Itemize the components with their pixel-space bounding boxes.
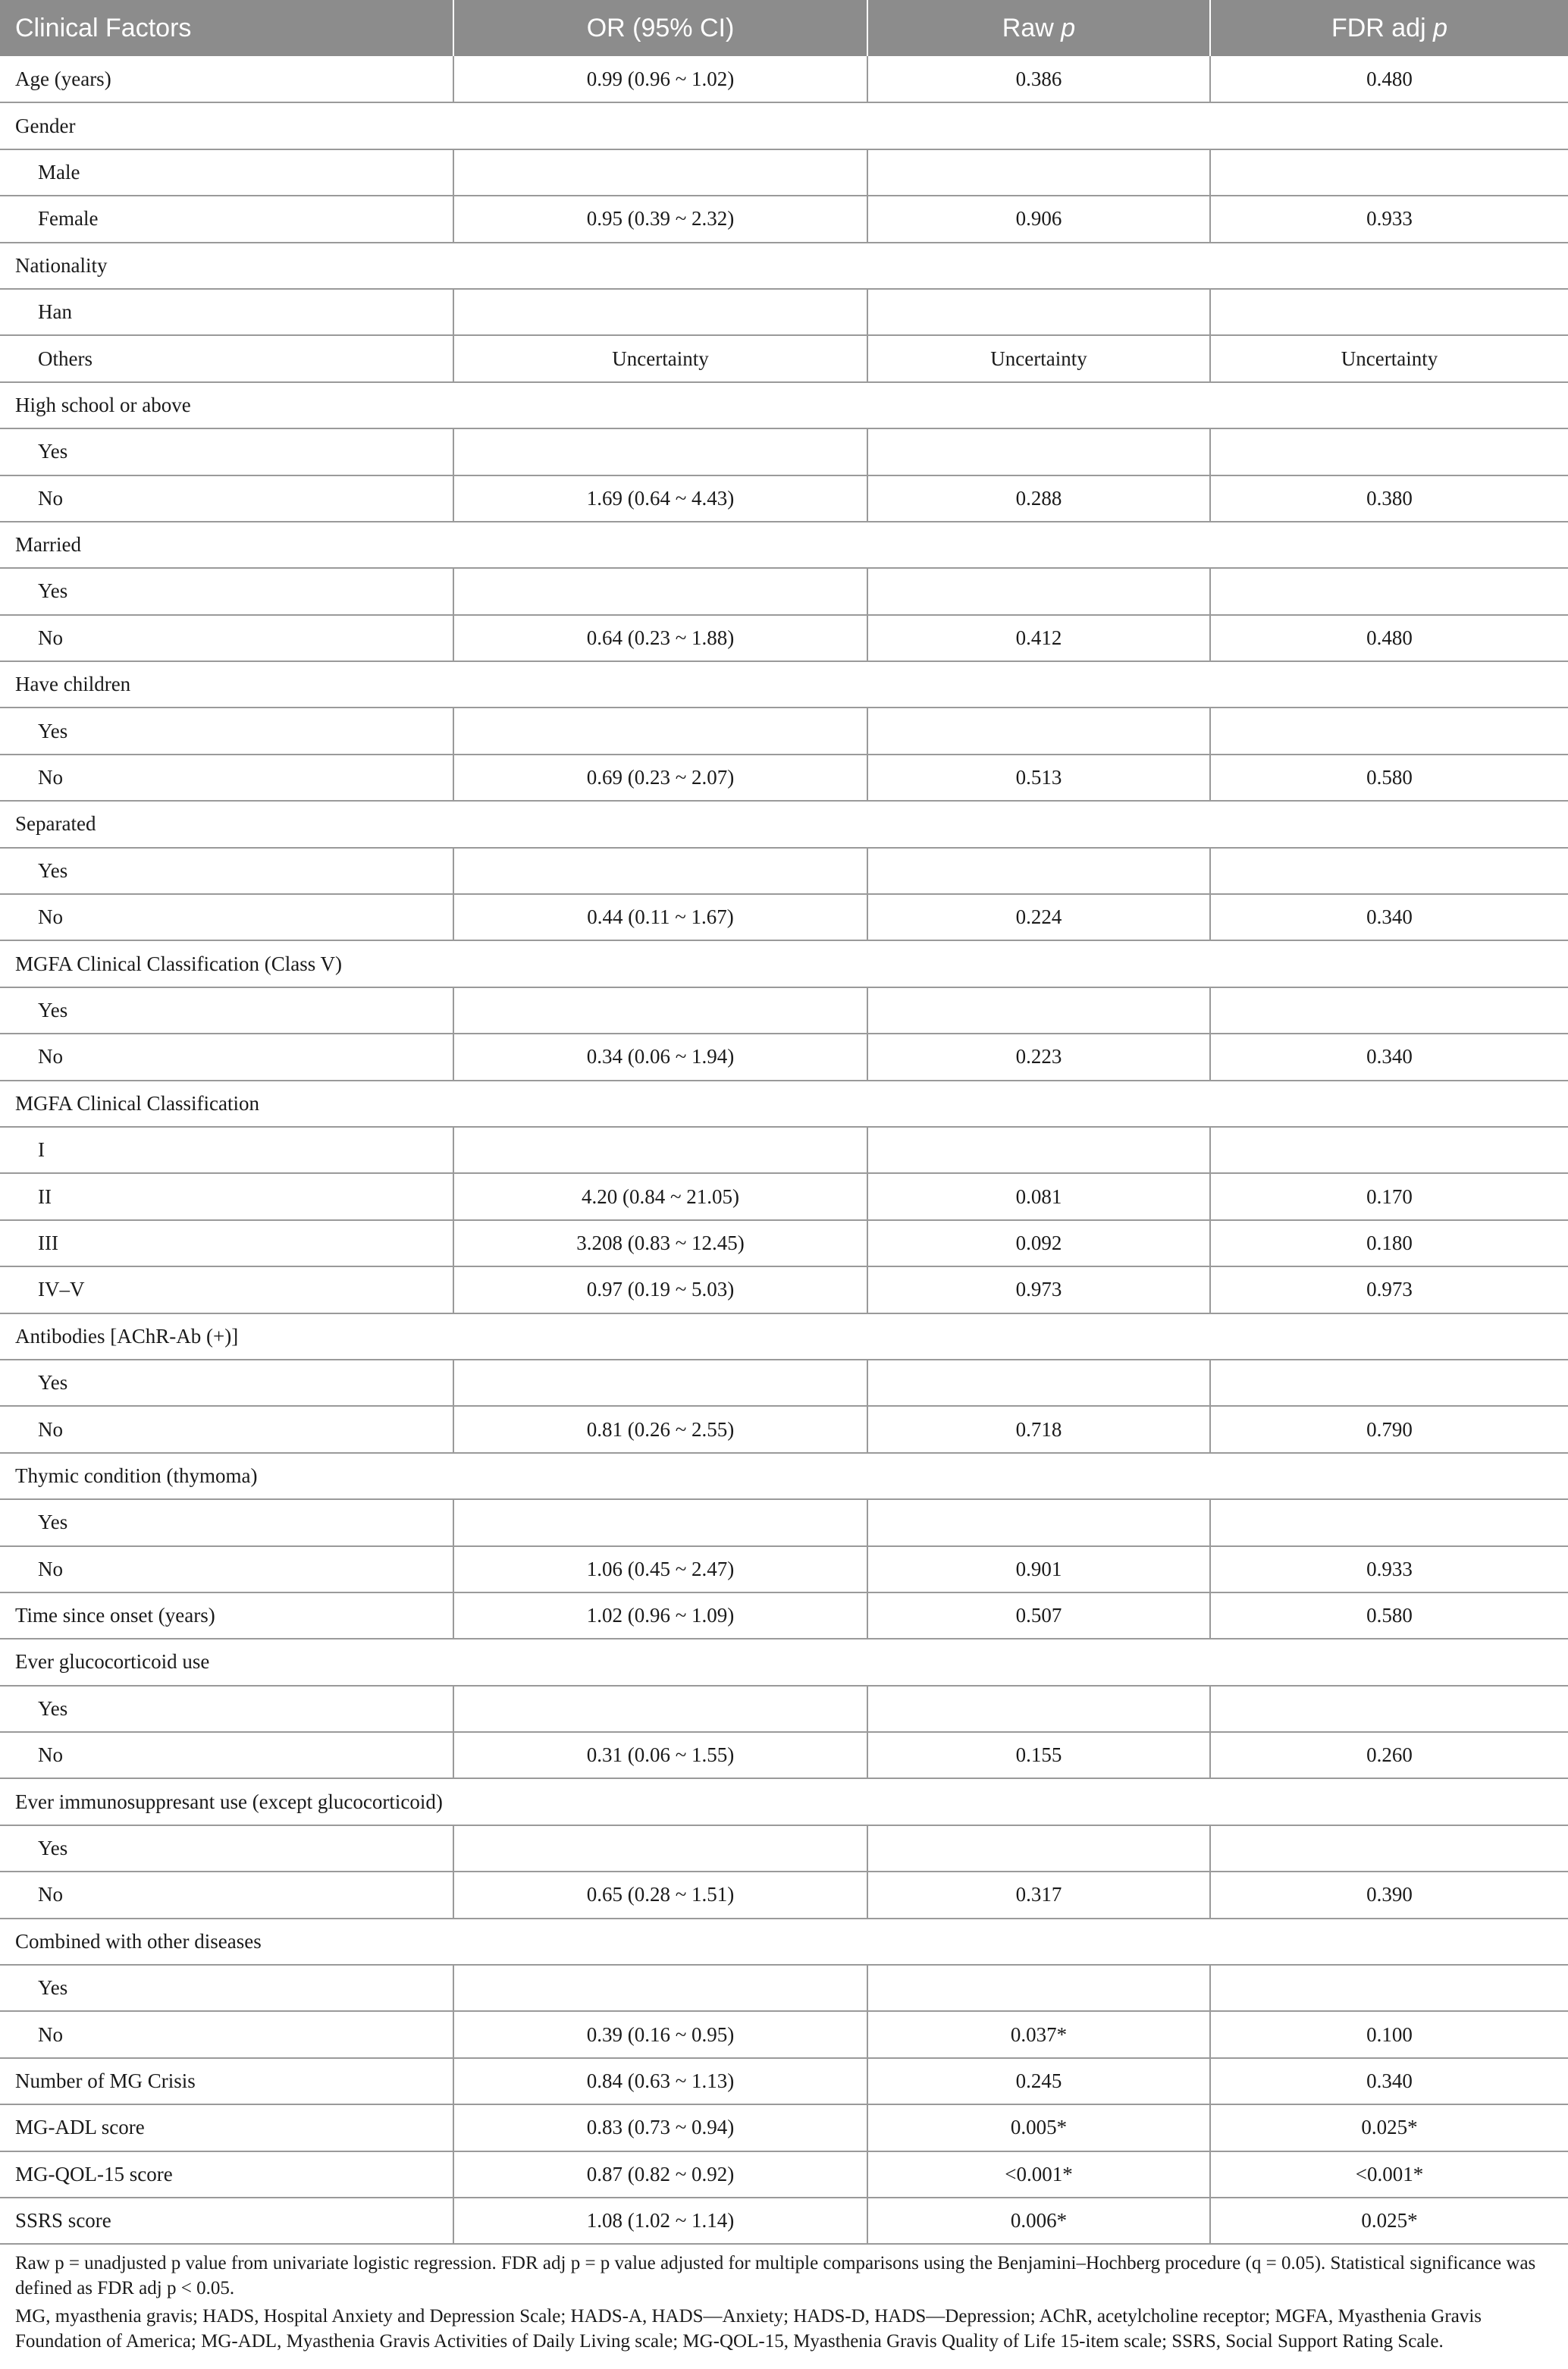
row-label: MG-ADL score xyxy=(0,2104,453,2151)
row-raw-p: 0.718 xyxy=(867,1406,1210,1452)
row-or-ci xyxy=(453,568,867,614)
table-row xyxy=(0,2104,1568,2151)
row-fdr-adj-p: 0.390 xyxy=(1210,1872,1568,1918)
row-label: MG-QOL-15 score xyxy=(0,2151,453,2198)
row-or-ci: 0.97 (0.19 ~ 5.03) xyxy=(453,1266,867,1313)
table-row xyxy=(0,2058,1568,2104)
row-or-ci xyxy=(453,1965,867,2011)
table-row xyxy=(0,1453,1568,1499)
row-label: Female xyxy=(0,196,453,242)
row-label: Yes xyxy=(0,1686,453,1732)
row-raw-p: 0.386 xyxy=(867,56,1210,102)
row-label: III xyxy=(0,1220,453,1266)
table-row xyxy=(0,1639,1568,1685)
row-label: Number of MG Crisis xyxy=(0,2058,453,2104)
row-fdr-adj-p: 0.340 xyxy=(1210,2058,1568,2104)
table-header-row xyxy=(0,0,1568,56)
table-row xyxy=(0,1872,1568,1918)
row-label: Nationality xyxy=(0,243,1568,289)
table-row xyxy=(0,1965,1568,2011)
table-row xyxy=(0,149,1568,196)
table-row xyxy=(0,708,1568,754)
row-label: Age (years) xyxy=(0,56,453,102)
row-raw-p xyxy=(867,149,1210,196)
row-or-ci xyxy=(453,1360,867,1406)
row-label: II xyxy=(0,1173,453,1219)
table-row xyxy=(0,894,1568,940)
table-row xyxy=(0,382,1568,428)
table-row xyxy=(0,1127,1568,1173)
row-label: Antibodies [AChR-Ab (+)] xyxy=(0,1313,1568,1360)
header-or-ci: OR (95% CI) xyxy=(453,0,867,56)
row-fdr-adj-p xyxy=(1210,289,1568,335)
row-fdr-adj-p: 0.380 xyxy=(1210,475,1568,522)
row-raw-p: 0.288 xyxy=(867,475,1210,522)
header-fdr-adj-p xyxy=(1210,0,1568,56)
row-raw-p: 0.005* xyxy=(867,2104,1210,2151)
table-row xyxy=(0,661,1568,708)
row-or-ci xyxy=(453,1499,867,1545)
row-label: MGFA Clinical Classification xyxy=(0,1081,1568,1127)
row-raw-p: 0.081 xyxy=(867,1173,1210,1219)
row-label: Time since onset (years) xyxy=(0,1592,453,1639)
row-raw-p xyxy=(867,568,1210,614)
row-label: Gender xyxy=(0,102,1568,149)
row-fdr-adj-p: 0.025* xyxy=(1210,2198,1568,2244)
row-fdr-adj-p xyxy=(1210,1965,1568,2011)
row-or-ci xyxy=(453,1127,867,1173)
header-fdr-adj-p-label: FDR adj xyxy=(1331,13,1426,42)
row-fdr-adj-p: 0.170 xyxy=(1210,1173,1568,1219)
table-row xyxy=(0,568,1568,614)
row-label: Have children xyxy=(0,661,1568,708)
row-raw-p: Uncertainty xyxy=(867,335,1210,381)
row-raw-p: 0.513 xyxy=(867,755,1210,801)
table-row xyxy=(0,1592,1568,1639)
table-row xyxy=(0,987,1568,1034)
row-label: Others xyxy=(0,335,453,381)
row-label: MGFA Clinical Classification (Class V) xyxy=(0,940,1568,987)
row-label: No xyxy=(0,755,453,801)
row-fdr-adj-p: 0.260 xyxy=(1210,1732,1568,1778)
row-fdr-adj-p: 0.933 xyxy=(1210,1546,1568,1592)
row-label: Thymic condition (thymoma) xyxy=(0,1453,1568,1499)
row-raw-p: 0.317 xyxy=(867,1872,1210,1918)
row-fdr-adj-p: 0.580 xyxy=(1210,1592,1568,1639)
row-raw-p xyxy=(867,1686,1210,1732)
row-raw-p xyxy=(867,289,1210,335)
table-row xyxy=(0,196,1568,242)
row-label: SSRS score xyxy=(0,2198,453,2244)
row-label: Yes xyxy=(0,1965,453,2011)
table-row xyxy=(0,1313,1568,1360)
row-or-ci: 4.20 (0.84 ~ 21.05) xyxy=(453,1173,867,1219)
table-row xyxy=(0,475,1568,522)
row-label: Married xyxy=(0,522,1568,568)
row-label: Yes xyxy=(0,1825,453,1872)
row-raw-p: <0.001* xyxy=(867,2151,1210,2198)
table-row xyxy=(0,2011,1568,2057)
row-raw-p xyxy=(867,1825,1210,1872)
row-label: Yes xyxy=(0,708,453,754)
table-row xyxy=(0,2151,1568,2198)
row-or-ci: 0.64 (0.23 ~ 1.88) xyxy=(453,615,867,661)
row-raw-p: 0.223 xyxy=(867,1034,1210,1080)
row-or-ci: 1.08 (1.02 ~ 1.14) xyxy=(453,2198,867,2244)
table-row xyxy=(0,428,1568,475)
row-raw-p xyxy=(867,1127,1210,1173)
row-or-ci: 0.44 (0.11 ~ 1.67) xyxy=(453,894,867,940)
row-raw-p xyxy=(867,1965,1210,2011)
row-fdr-adj-p xyxy=(1210,428,1568,475)
table-row xyxy=(0,56,1568,102)
row-label: No xyxy=(0,1732,453,1778)
row-or-ci: Uncertainty xyxy=(453,335,867,381)
row-or-ci: 0.81 (0.26 ~ 2.55) xyxy=(453,1406,867,1452)
row-fdr-adj-p xyxy=(1210,848,1568,894)
row-or-ci: 0.69 (0.23 ~ 2.07) xyxy=(453,755,867,801)
row-fdr-adj-p xyxy=(1210,987,1568,1034)
table-row xyxy=(0,243,1568,289)
table-row xyxy=(0,1546,1568,1592)
table-row xyxy=(0,1406,1568,1452)
row-label: Yes xyxy=(0,1360,453,1406)
row-raw-p: 0.155 xyxy=(867,1732,1210,1778)
row-or-ci: 0.31 (0.06 ~ 1.55) xyxy=(453,1732,867,1778)
table-row xyxy=(0,1034,1568,1080)
row-fdr-adj-p xyxy=(1210,1686,1568,1732)
row-raw-p: 0.037* xyxy=(867,2011,1210,2057)
row-raw-p xyxy=(867,428,1210,475)
row-fdr-adj-p: 0.480 xyxy=(1210,615,1568,661)
row-or-ci: 1.06 (0.45 ~ 2.47) xyxy=(453,1546,867,1592)
row-label: Combined with other diseases xyxy=(0,1919,1568,1965)
row-raw-p xyxy=(867,1499,1210,1545)
row-raw-p xyxy=(867,708,1210,754)
row-label: No xyxy=(0,894,453,940)
row-or-ci xyxy=(453,428,867,475)
row-fdr-adj-p xyxy=(1210,1127,1568,1173)
row-label: No xyxy=(0,2011,453,2057)
row-label: Ever glucocorticoid use xyxy=(0,1639,1568,1685)
row-or-ci: 0.34 (0.06 ~ 1.94) xyxy=(453,1034,867,1080)
header-raw-p-italic: p xyxy=(1061,13,1076,42)
row-label: Male xyxy=(0,149,453,196)
row-fdr-adj-p: Uncertainty xyxy=(1210,335,1568,381)
table-row xyxy=(0,801,1568,847)
header-fdr-adj-p-italic: p xyxy=(1433,13,1448,42)
table-row xyxy=(0,102,1568,149)
row-raw-p xyxy=(867,1360,1210,1406)
table-body xyxy=(0,56,1568,2244)
row-raw-p: 0.412 xyxy=(867,615,1210,661)
row-label: IV–V xyxy=(0,1266,453,1313)
table-row xyxy=(0,1499,1568,1545)
table-row xyxy=(0,1778,1568,1825)
row-label: I xyxy=(0,1127,453,1173)
row-fdr-adj-p xyxy=(1210,1499,1568,1545)
table-row xyxy=(0,335,1568,381)
table-row xyxy=(0,1266,1568,1313)
row-raw-p xyxy=(867,848,1210,894)
row-fdr-adj-p xyxy=(1210,149,1568,196)
row-fdr-adj-p: 0.100 xyxy=(1210,2011,1568,2057)
table-row xyxy=(0,289,1568,335)
table-row xyxy=(0,615,1568,661)
row-raw-p: 0.906 xyxy=(867,196,1210,242)
row-fdr-adj-p xyxy=(1210,1360,1568,1406)
table-row xyxy=(0,1686,1568,1732)
row-label: Yes xyxy=(0,848,453,894)
table-row xyxy=(0,848,1568,894)
row-or-ci: 0.99 (0.96 ~ 1.02) xyxy=(453,56,867,102)
table-row xyxy=(0,1919,1568,1965)
row-raw-p: 0.224 xyxy=(867,894,1210,940)
row-label: No xyxy=(0,1546,453,1592)
table-row xyxy=(0,755,1568,801)
row-label: Yes xyxy=(0,428,453,475)
row-label: Han xyxy=(0,289,453,335)
row-raw-p: 0.092 xyxy=(867,1220,1210,1266)
row-or-ci: 0.83 (0.73 ~ 0.94) xyxy=(453,2104,867,2151)
row-fdr-adj-p: 0.790 xyxy=(1210,1406,1568,1452)
table-row xyxy=(0,1732,1568,1778)
row-or-ci xyxy=(453,289,867,335)
row-label: Yes xyxy=(0,987,453,1034)
row-fdr-adj-p xyxy=(1210,708,1568,754)
table-row xyxy=(0,1220,1568,1266)
row-raw-p: 0.245 xyxy=(867,2058,1210,2104)
row-fdr-adj-p xyxy=(1210,568,1568,614)
footnote-abbreviations: MG, myasthenia gravis; HADS, Hospital Anxiety and Depression Scale; HADS-A, HADS—Anxiety; HADS-D, HADS—Depression; AChR, acetylcholine receptor; MGFA, Myasthenia Gravis Foundation of America; MG-ADL, Myasthenia Gravis Activities of Daily Living scale; MG-QOL-15, Myasthenia Gravis Quality of Life 15-item scale; SSRS, Social Support Rating Scale. xyxy=(15,2306,1482,2352)
row-label: No xyxy=(0,615,453,661)
row-or-ci xyxy=(453,149,867,196)
row-fdr-adj-p: <0.001* xyxy=(1210,2151,1568,2198)
row-or-ci: 0.84 (0.63 ~ 1.13) xyxy=(453,2058,867,2104)
row-or-ci xyxy=(453,1686,867,1732)
row-label: No xyxy=(0,475,453,522)
header-clinical-factors: Clinical Factors xyxy=(0,0,453,56)
row-or-ci xyxy=(453,1825,867,1872)
row-label: No xyxy=(0,1872,453,1918)
table-row xyxy=(0,1081,1568,1127)
header-raw-p xyxy=(867,0,1210,56)
row-label: Yes xyxy=(0,1499,453,1545)
row-or-ci xyxy=(453,987,867,1034)
row-or-ci: 0.95 (0.39 ~ 2.32) xyxy=(453,196,867,242)
table-row xyxy=(0,1825,1568,1872)
row-fdr-adj-p: 0.025* xyxy=(1210,2104,1568,2151)
row-or-ci xyxy=(453,708,867,754)
row-or-ci: 3.208 (0.83 ~ 12.45) xyxy=(453,1220,867,1266)
row-fdr-adj-p: 0.180 xyxy=(1210,1220,1568,1266)
row-label: No xyxy=(0,1034,453,1080)
row-raw-p: 0.973 xyxy=(867,1266,1210,1313)
table-row xyxy=(0,940,1568,987)
row-label: Ever immunosuppresant use (except glucocorticoid) xyxy=(0,1778,1568,1825)
row-label: Yes xyxy=(0,568,453,614)
row-label: High school or above xyxy=(0,382,1568,428)
row-label: No xyxy=(0,1406,453,1452)
table-footnotes xyxy=(15,2251,1554,2357)
row-fdr-adj-p: 0.973 xyxy=(1210,1266,1568,1313)
row-fdr-adj-p: 0.580 xyxy=(1210,755,1568,801)
row-or-ci: 1.02 (0.96 ~ 1.09) xyxy=(453,1592,867,1639)
header-raw-p-label: Raw xyxy=(1002,13,1054,42)
row-raw-p xyxy=(867,987,1210,1034)
row-raw-p: 0.006* xyxy=(867,2198,1210,2244)
table-row xyxy=(0,522,1568,568)
row-or-ci xyxy=(453,848,867,894)
table-row xyxy=(0,2198,1568,2244)
row-or-ci: 0.65 (0.28 ~ 1.51) xyxy=(453,1872,867,1918)
row-or-ci: 1.69 (0.64 ~ 4.43) xyxy=(453,475,867,522)
row-fdr-adj-p: 0.480 xyxy=(1210,56,1568,102)
row-fdr-adj-p xyxy=(1210,1825,1568,1872)
table-row xyxy=(0,1360,1568,1406)
footnote-statistics: Raw p = unadjusted p value from univariate logistic regression. FDR adj p = p value adjusted for multiple comparisons using the Benjamini–Hochberg procedure (q = 0.05). Statistical significance was defined as FDR adj p < 0.05. xyxy=(15,2253,1536,2298)
row-fdr-adj-p: 0.933 xyxy=(1210,196,1568,242)
table-row xyxy=(0,1173,1568,1219)
row-or-ci: 0.87 (0.82 ~ 0.92) xyxy=(453,2151,867,2198)
row-fdr-adj-p: 0.340 xyxy=(1210,1034,1568,1080)
row-raw-p: 0.901 xyxy=(867,1546,1210,1592)
row-raw-p: 0.507 xyxy=(867,1592,1210,1639)
row-or-ci: 0.39 (0.16 ~ 0.95) xyxy=(453,2011,867,2057)
row-label: Separated xyxy=(0,801,1568,847)
row-fdr-adj-p: 0.340 xyxy=(1210,894,1568,940)
